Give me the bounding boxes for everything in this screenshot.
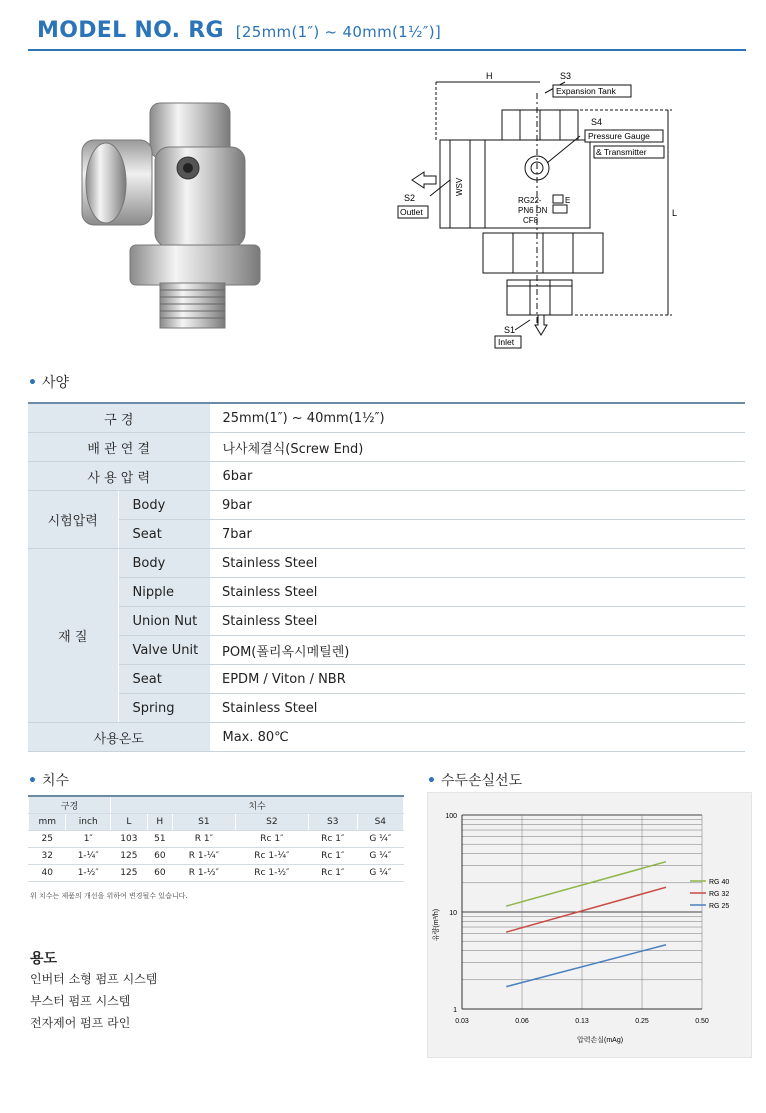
col-header: S3 (308, 814, 357, 831)
s3-label: S3 (560, 71, 572, 81)
cell: G ¼″ (357, 848, 403, 865)
table-row (28, 520, 745, 549)
chart-legend (690, 879, 729, 910)
spec-value: Stainless Steel (210, 578, 745, 607)
spec-value: 나사체결식(Screw End) (210, 433, 745, 462)
cell: 60 (147, 848, 172, 865)
spec-sublabel: Seat (118, 665, 210, 694)
table-row (28, 665, 745, 694)
spec-value: EPDM / Viton / NBR (210, 665, 745, 694)
spec-value: 7bar (210, 520, 745, 549)
x-tick-label: 0.50 (695, 1018, 709, 1025)
usage-item: 인버터 소형 펌프 시스템 (30, 972, 158, 986)
col-header: S2 (235, 814, 308, 831)
chart-section-title: • 수두손실선도 (427, 773, 523, 789)
usage-item: 부스터 펌프 시스템 (30, 994, 131, 1008)
cell: R 1-¼″ (172, 848, 235, 865)
dim-h-label: H (486, 71, 493, 81)
table-row (28, 636, 745, 665)
y-tick-label: 100 (445, 813, 457, 820)
col-header: S1 (172, 814, 235, 831)
cell: 51 (147, 831, 172, 848)
title-divider (28, 49, 746, 51)
spec-label: 사 용 압 력 (28, 462, 210, 491)
spec-value: Max. 80℃ (210, 723, 745, 752)
material-label: 재 질 (28, 549, 118, 723)
s2-label: S2 (404, 193, 416, 203)
col-header: mm (29, 814, 66, 831)
table-row (28, 433, 745, 462)
transmitter-label: & Transmitter (596, 147, 647, 157)
spec-value: POM(폴리옥시메틸렌) (210, 636, 745, 665)
spec-sublabel: Body (118, 549, 210, 578)
outlet-label: Outlet (400, 207, 423, 217)
cell: 1″ (66, 831, 111, 848)
cell: Rc 1-¼″ (235, 848, 308, 865)
size-group-header: 구경 (29, 796, 111, 814)
dimension-note: 위 치수는 제품의 개선을 위하여 변경될수 있습니다. (30, 892, 188, 900)
cell: Rc 1″ (308, 831, 357, 848)
page-title (37, 18, 441, 43)
spec-label: 사용온도 (28, 723, 210, 752)
dim-group-header: 치수 (111, 796, 404, 814)
x-axis-label: 압력손실(mAg) (576, 1037, 624, 1044)
cell: 1-½″ (66, 865, 111, 882)
table-row (28, 491, 745, 520)
x-tick-label: 0.03 (455, 1018, 469, 1025)
dim-l-label: L (672, 208, 678, 218)
cell: Rc 1″ (308, 848, 357, 865)
x-tick-label: 0.25 (635, 1018, 649, 1025)
x-tick-label: 0.06 (515, 1018, 529, 1025)
x-tick-label: 0.13 (575, 1018, 589, 1025)
body-mark-material: CF8 (523, 216, 539, 225)
table-row (29, 831, 404, 848)
cell: R 1-½″ (172, 865, 235, 882)
spec-value: Stainless Steel (210, 549, 745, 578)
head-loss-chart (427, 792, 752, 1058)
model-size-range: [25mm(1″) ~ 40mm(1½″)] (235, 23, 442, 41)
cell: 25 (29, 831, 66, 848)
spec-label: 배 관 연 결 (28, 433, 210, 462)
cell: Rc 1″ (235, 831, 308, 848)
chart-svg (428, 793, 751, 1057)
table-header-row (29, 814, 404, 831)
cell: Rc 1″ (308, 865, 357, 882)
cell: 125 (111, 848, 148, 865)
body-mark-model: RG22- (518, 196, 542, 205)
chart-ticks (445, 813, 709, 1025)
cell: 125 (111, 865, 148, 882)
spec-sublabel: Body (118, 491, 210, 520)
s1-label: S1 (504, 325, 516, 335)
table-row (28, 723, 745, 752)
usage-item: 전자제어 펌프 라인 (30, 1016, 131, 1030)
legend-label: RG 40 (709, 879, 730, 886)
spec-value: 9bar (210, 491, 745, 520)
legend-label: RG 32 (709, 891, 730, 898)
cell: 32 (29, 848, 66, 865)
spec-label: 구 경 (28, 403, 210, 433)
spec-section-title: • 사양 (28, 375, 70, 391)
spec-value: Stainless Steel (210, 607, 745, 636)
table-row (28, 607, 745, 636)
cell: 1-¼″ (66, 848, 111, 865)
spec-sublabel: Nipple (118, 578, 210, 607)
legend-label: RG 25 (709, 903, 730, 910)
table-row (28, 403, 745, 433)
spec-sublabel: Seat (118, 520, 210, 549)
cell: G ¼″ (357, 831, 403, 848)
product-photo (60, 85, 290, 340)
cell: Rc 1-½″ (235, 865, 308, 882)
pressure-gauge-label: Pressure Gauge (588, 131, 650, 141)
model-title: MODEL NO. RG (37, 18, 224, 43)
y-axis-label: 유량(m³/h) (433, 908, 440, 942)
table-row (28, 578, 745, 607)
spec-sublabel: Spring (118, 694, 210, 723)
inlet-label: Inlet (498, 337, 515, 347)
cell: R 1″ (172, 831, 235, 848)
technical-drawing (390, 68, 690, 358)
expansion-tank-label: Expansion Tank (556, 86, 616, 96)
y-tick-label: 1 (453, 1007, 457, 1014)
table-row (29, 848, 404, 865)
s4-label: S4 (591, 117, 603, 127)
spec-sublabel: Valve Unit (118, 636, 210, 665)
table-row (29, 865, 404, 882)
body-mark-suffix: E (565, 196, 571, 205)
spec-value: 6bar (210, 462, 745, 491)
side-mark: WSV (455, 177, 464, 196)
col-header: S4 (357, 814, 403, 831)
dimensions-section-title: • 치수 (28, 773, 70, 789)
chart-grid (462, 815, 702, 1009)
cell: G ¼″ (357, 865, 403, 882)
cell: 60 (147, 865, 172, 882)
spec-value: 25mm(1″) ~ 40mm(1½″) (210, 403, 745, 433)
spec-table (28, 402, 745, 752)
usage-title: 용도 (30, 951, 58, 967)
col-header: inch (66, 814, 111, 831)
test-pressure-label: 시험압력 (28, 491, 118, 549)
table-row (28, 462, 745, 491)
cell: 103 (111, 831, 148, 848)
table-row (28, 694, 745, 723)
col-header: L (111, 814, 148, 831)
y-tick-label: 10 (449, 910, 457, 917)
body-mark-pn: PN6 DN (518, 206, 548, 215)
table-header-row (29, 796, 404, 814)
table-row (28, 549, 745, 578)
spec-value: Stainless Steel (210, 694, 745, 723)
col-header: H (147, 814, 172, 831)
dimension-table (28, 795, 404, 882)
cell: 40 (29, 865, 66, 882)
spec-sublabel: Union Nut (118, 607, 210, 636)
